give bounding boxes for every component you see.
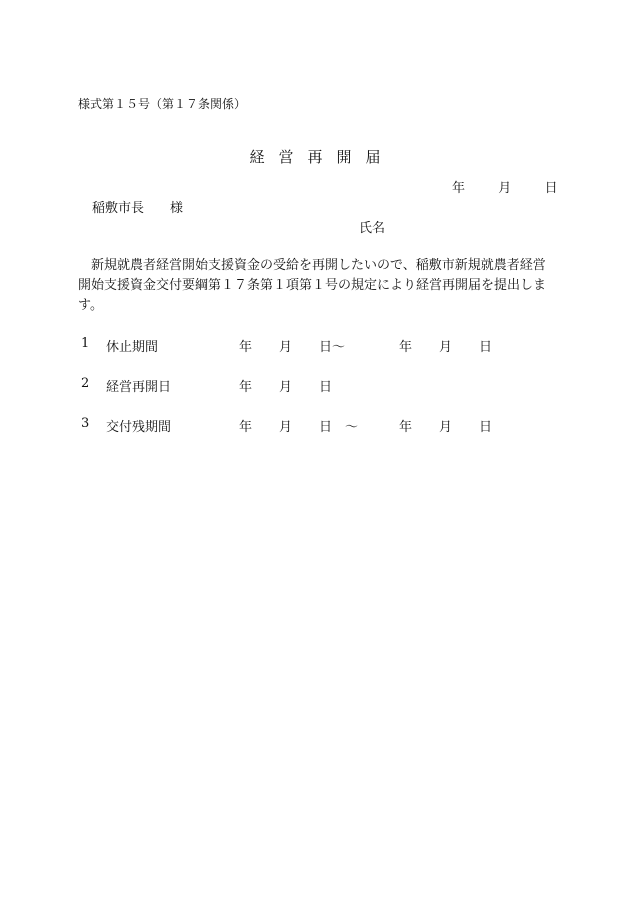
- start-day-label: 日 ～: [319, 420, 359, 435]
- document-title: 経営再開届: [249, 148, 395, 166]
- addressee: 稲敷市長 様: [92, 201, 184, 216]
- item-label: 交付残期間: [106, 420, 172, 435]
- date-year-label: 年: [239, 380, 253, 395]
- end-month-label: 月: [439, 420, 453, 435]
- date-year-label: 年: [452, 181, 466, 196]
- applicant-name-label: 氏名: [359, 221, 386, 236]
- start-year-label: 年: [239, 340, 253, 355]
- start-month-label: 月: [279, 340, 293, 355]
- end-month-label: 月: [439, 340, 453, 355]
- end-day-label: 日: [479, 340, 493, 355]
- date-day-label: 日: [544, 181, 558, 196]
- start-month-label: 月: [279, 420, 293, 435]
- item-label: 経営再開日: [106, 380, 172, 395]
- end-year-label: 年: [399, 340, 413, 355]
- body-paragraph: 新規就農者経営開始支援資金の受給を再開したいので、稲敷市新規就農者経営開始支援資金交付要綱第１７条第１項第１号の規定により経営再開届を提出します。: [78, 258, 547, 313]
- date-day-label: 日: [319, 380, 333, 395]
- end-year-label: 年: [399, 420, 413, 435]
- item-label: 休止期間: [106, 340, 159, 355]
- start-day-label: 日～: [319, 340, 346, 355]
- item-number: 3: [81, 416, 90, 431]
- date-line: [452, 177, 558, 196]
- start-year-label: 年: [239, 420, 253, 435]
- form-number: 様式第１５号（第１７条関係）: [78, 97, 247, 111]
- date-month-label: 月: [498, 181, 512, 196]
- end-day-label: 日: [479, 420, 493, 435]
- item-number: 1: [81, 336, 90, 351]
- item-number: 2: [81, 376, 90, 391]
- date-month-label: 月: [279, 380, 293, 395]
